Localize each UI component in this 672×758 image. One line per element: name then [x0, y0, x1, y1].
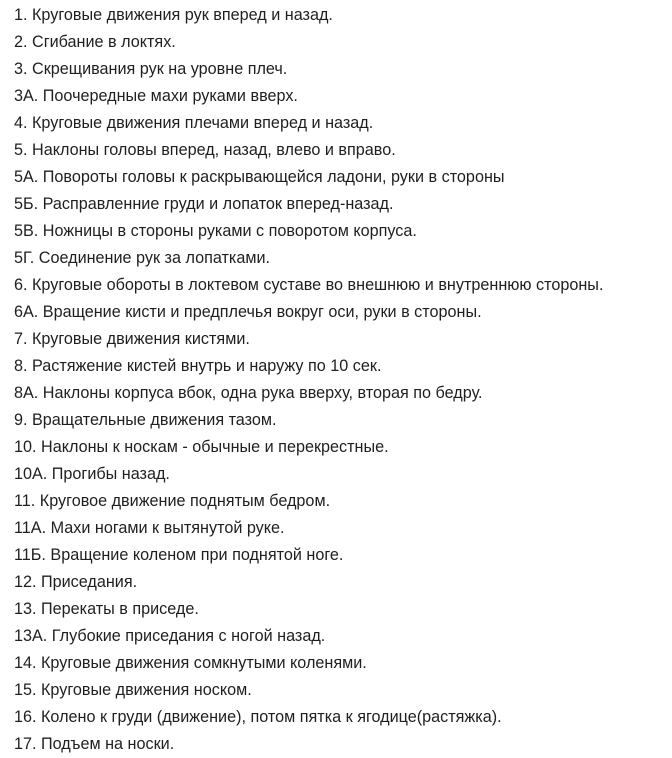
exercise-item-6a: 6А. Вращение кисти и предплечья вокруг оси, руки в стороны.	[14, 303, 482, 321]
exercise-item-5a: 5А. Повороты головы к раскрывающейся ладони, руки в стороны	[14, 168, 505, 186]
exercise-item-11: 11. Круговое движение поднятым бедром.	[14, 492, 331, 510]
exercise-item-10: 10. Наклоны к носкам - обычные и перекрестные.	[14, 438, 389, 456]
exercise-item-7: 7. Круговые движения кистями.	[14, 330, 250, 348]
exercise-item-4: 4. Круговые движения плечами вперед и назад.	[14, 114, 374, 132]
exercise-item-9: 9. Вращательные движения тазом.	[14, 411, 277, 429]
exercise-item-10a: 10А. Прогибы назад.	[14, 465, 170, 483]
exercise-item-3a: 3А. Поочередные махи руками вверх.	[14, 87, 298, 105]
exercise-item-11a: 11А. Махи ногами к вытянутой руке.	[14, 519, 285, 537]
exercise-list	[14, 2, 603, 758]
exercise-item-15: 15. Круговые движения носком.	[14, 681, 252, 699]
exercise-item-17: 17. Подъем на носки.	[14, 735, 175, 753]
exercise-item-14: 14. Круговые движения сомкнутыми коленями.	[14, 654, 367, 672]
exercise-item-2: 2. Сгибание в локтях.	[14, 33, 176, 51]
exercise-item-13: 13. Перекаты в приседе.	[14, 600, 199, 618]
exercise-item-1: 1. Круговые движения рук вперед и назад.	[14, 6, 333, 24]
exercise-item-8: 8. Растяжение кистей внутрь и наружу по 10 сек.	[14, 357, 382, 375]
exercise-item-16: 16. Колено к груди (движение), потом пятка к ягодице(растяжка).	[14, 708, 502, 726]
exercise-item-5b: 5Б. Расправленние груди и лопаток вперед-назад.	[14, 195, 394, 213]
exercise-item-5v: 5В. Ножницы в стороны руками с поворотом корпуса.	[14, 222, 417, 240]
exercise-item-6: 6. Круговые обороты в локтевом суставе во внешнюю и внутреннюю стороны.	[14, 276, 604, 294]
exercise-item-11b: 11Б. Вращение коленом при поднятой ноге.	[14, 546, 344, 564]
exercise-item-13a: 13А. Глубокие приседания с ногой назад.	[14, 627, 326, 645]
exercise-item-5: 5. Наклоны головы вперед, назад, влево и вправо.	[14, 141, 396, 159]
exercise-item-12: 12. Приседания.	[14, 573, 138, 591]
exercise-item-5g: 5Г. Соединение рук за лопатками.	[14, 249, 271, 267]
exercise-item-3: 3. Скрещивания рук на уровне плеч.	[14, 60, 288, 78]
exercise-item-8a: 8А. Наклоны корпуса вбок, одна рука вверху, вторая по бедру.	[14, 384, 483, 402]
